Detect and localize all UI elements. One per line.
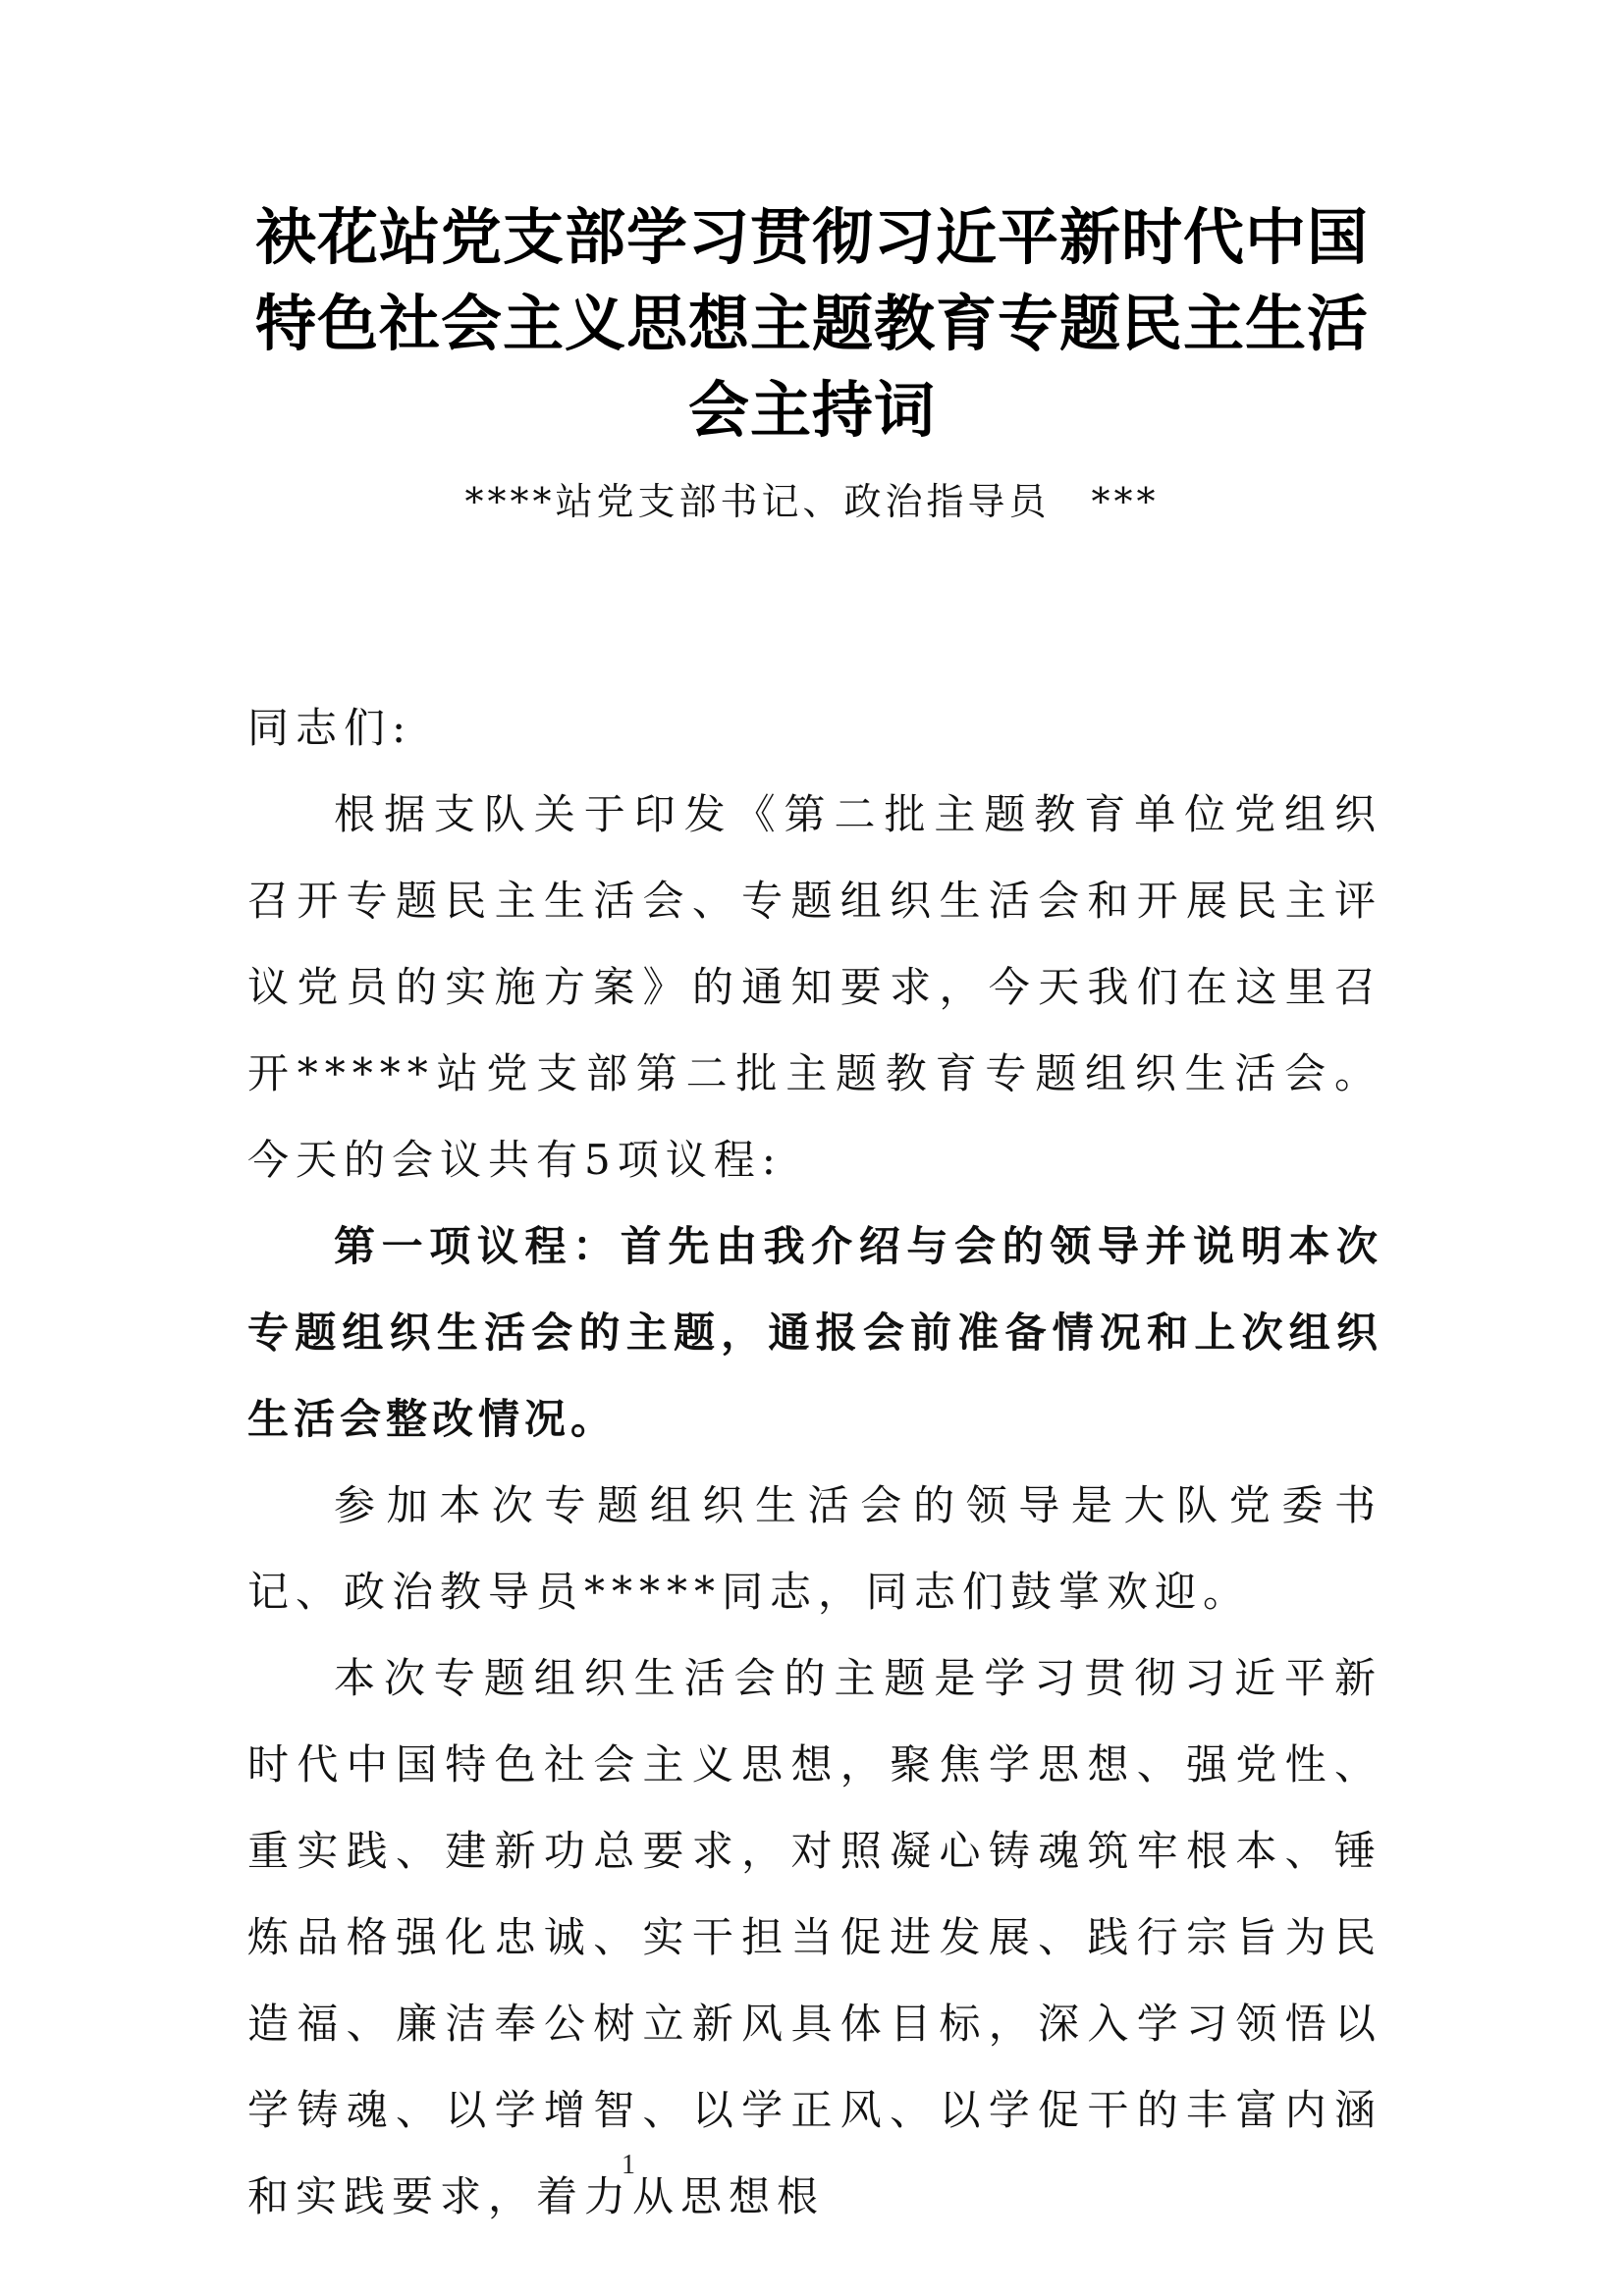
greeting-paragraph: 同志们:	[247, 704, 413, 752]
title-line-3: 会主持词	[687, 374, 936, 446]
title-line-1: 袂花站党支部学习贯彻习近平新时代中国	[254, 201, 1369, 273]
author-line: ****站党支部书记、政治指导员 ***	[464, 480, 1160, 523]
page-number: 1	[622, 2150, 635, 2180]
agenda-item-1-paragraph: 第一项议程：首先由我介绍与会的领导并说明本次专题组织生活会的主题，通报会前准备情况和上次组织生活会整改情况。	[247, 1222, 1382, 1443]
leader-introduction-paragraph: 参加本次专题组织生活会的领导是大队党委书记、政治教导员*****同志，同志们鼓掌欢迎。	[247, 1481, 1382, 1616]
intro-paragraph: 根据支队关于印发《第二批主题教育单位党组织召开专题民主生活会、专题组织生活会和开展民主评议党员的实施方案》的通知要求，今天我们在这里召开*****站党支部第二批主题教育专题组织生活会。今天的会议共有5项议程:	[247, 790, 1382, 1184]
meeting-theme-paragraph: 本次专题组织生活会的主题是学习贯彻习近平新时代中国特色社会主义思想，聚焦学思想、强党性、重实践、建新功总要求，对照凝心铸魂筑牢根本、锤炼品格强化忠诚、实干担当促进发展、践行宗旨为民造福、廉洁奉公树立新风具体目标，深入学习领悟以学铸魂、以学增智、以学正风、以学促干的丰富内涵和实践要求，着力从思想根	[247, 1654, 1382, 2220]
document-title	[236, 194, 1388, 454]
title-line-2: 特色社会主义思想主题教育专题民主生活	[254, 288, 1369, 359]
